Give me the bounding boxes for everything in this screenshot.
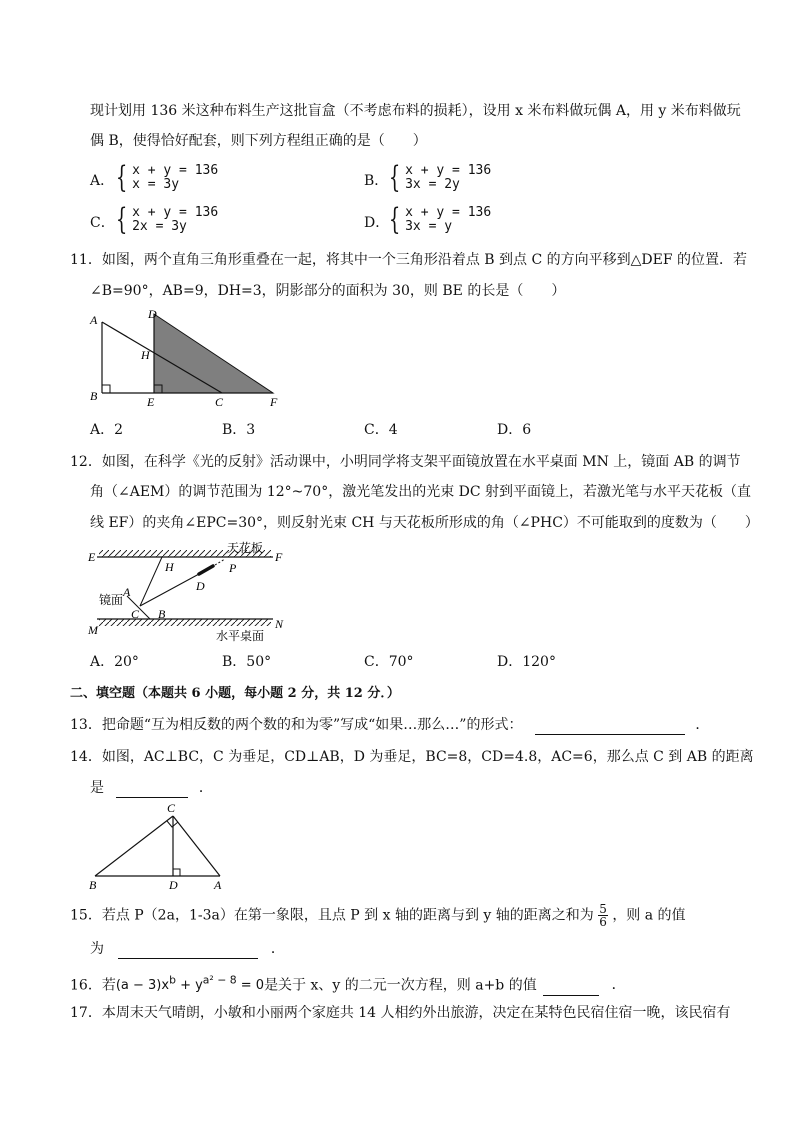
q12-text-line1: 12．如图，在科学《光的反射》活动课中，小明同学将支架平面镜放置在水平桌面 MN 上，镜面 AB 的调节 [70,454,741,470]
q12-label-h: H [165,560,174,574]
q10-option-d-eq1: x + y = 136 [405,205,492,220]
q11-label-c: C [215,395,224,409]
q16-equation [115,974,265,994]
q14-text-line1: 14．如图，AC⊥BC，C 为垂足，CD⊥AB，D 为垂足，BC=8，CD=4.8，AC=6，那么点 C 到 AB 的距离 [70,749,754,765]
q11-shaded-region [154,314,273,393]
q14-answer-blank[interactable] [116,783,188,798]
q17-text: 17．本周末天气晴朗，小敏和小丽两个家庭共 14 人相约外出旅游，决定在某特色民宿住宿一晚，该民宿有 [70,1005,731,1021]
q10-option-d-system: { x + y = 136 3x = y [388,202,492,237]
q10-option-b-system: { x + y = 136 3x = 2y [388,160,492,195]
q14-label-d: D [169,878,178,892]
q12-label-m: M [88,623,98,637]
q16-suffix: 是关于 x、y 的二元一次方程，则 a+b 的值 [264,977,537,994]
q10-option-b-eq1: x + y = 136 [405,163,492,178]
q12-label-p: P [229,561,237,575]
q11-label-b: B [90,389,98,403]
section-fill-in-title: 二、填空题（本题共 6 小题，每小题 2 分，共 12 分．） [70,686,400,701]
q11-label-e: E [147,395,155,409]
q14-label-b: B [89,878,97,892]
q10-option-c-system: { x + y = 136 2x = 3y [115,202,219,237]
q11-label-f: F [270,395,278,409]
q10-option-a-eq2: x = 3y [132,177,180,192]
q10-option-b-label: B． [364,173,389,189]
q12-option-a: A．20° [90,654,139,670]
q11-figure [85,306,285,410]
q12-label-n: N [275,617,284,631]
q15-fraction-denominator: 6 [599,915,607,929]
q12-label-ceiling: 天花板 [227,541,264,555]
q11-text-line2: ∠B=90°，AB=9，DH=3，阴影部分的面积为 30，则 BE 的长是（ ） [90,283,566,299]
q11-option-d: D．6 [497,422,532,438]
q10-option-d-eq2: 3x = y [405,219,453,234]
q12-label-a: A [123,585,131,599]
q12-text-line2: 角（∠AEM）的调节范围为 12°~70°，激光笔发出的光束 DC 射到平面镜上，若激光笔与水平天花板（直 [90,484,752,500]
q12-option-c: C．70° [364,654,414,670]
q14-text-line2 [90,778,213,798]
q16-prefix: 16．若 [70,977,116,994]
q12-option-b: B．50° [222,654,272,670]
q14-figure [85,800,235,892]
q11-text-line1: 11．如图，两个直角三角形重叠在一起，将其中一个三角形沿着点 B 到点 C 的方向平移到△DEF 的位置．若 [70,252,747,268]
q16-exponent-b: b [169,974,176,987]
q12-label-c: C [131,607,140,621]
q13-prompt: 13．把命题“互为相反数的两个数的和为零”写成“如果…那么…”的形式： [70,717,523,733]
q10-option-c-eq1: x + y = 136 [132,205,219,220]
q15-line1-text: 15．若点 P（2a，1-3a）在第一象限，且点 P 到 x 轴的距离与到 y 轴的距离之和为 [70,907,594,924]
q15-text-line2 [90,939,285,959]
q11-label-h: H [141,348,150,362]
q12-label-f: F [275,550,283,564]
q14-label-a: A [214,878,222,892]
q16-equation-part2: + y [175,978,203,994]
q14-end-mark: ． [198,780,213,796]
q12-option-d: D．120° [497,654,556,670]
q10-text-line2: 偶 B，使得恰好配套，则下列方程组正确的是（ ） [90,133,427,149]
q12-label-e: E [88,550,96,564]
q16-answer-blank[interactable] [543,981,599,996]
q10-option-c-eq2: 2x = 3y [132,219,187,234]
q15-fraction [598,903,608,928]
q10-option-c-label: C． [90,215,115,231]
q13-end-mark: ． [695,717,710,733]
q12-desk-hatch [99,619,271,626]
q10-option-d-label: D． [364,215,390,231]
q12-figure [85,538,295,644]
q12-label-d: D [196,579,205,593]
q10-option-a-eq1: x + y = 136 [132,163,219,178]
q15-answer-blank[interactable] [118,944,258,959]
q14-line2-prefix: 是 [90,780,104,796]
q11-label-d: D [148,307,157,321]
q12-label-desk: 水平桌面 [216,629,265,643]
q13-answer-blank[interactable] [535,720,685,735]
q16-equation-part3: = 0 [236,978,265,994]
q16-text [70,971,626,996]
q12-label-b: B [158,607,166,621]
q15-text-line1 [70,903,686,928]
q15-line2-prefix: 为 [90,941,104,957]
q12-label-mirror: 镜面 [99,593,124,607]
q13-text [70,715,709,735]
q15-fraction-numerator: 5 [599,902,607,916]
q11-option-c: C．4 [364,422,398,438]
q14-label-c: C [167,801,176,815]
q15-line1-end: ，则 a 的值 [612,907,686,924]
q12-laser-pen [199,566,213,574]
q12-text-line3: 线 EF）的夹角∠EPC=30°，则反射光束 CH 与天花板所形成的角（∠PHC）不可能取到的度数为（ ） [90,515,759,531]
q10-option-a-label: A． [90,173,115,189]
q10-option-b-eq2: 3x = 2y [405,177,460,192]
q11-label-a: A [90,313,98,327]
q16-equation-part1: (a − 3)x [115,978,170,994]
q16-exponent-a: a² − 8 [202,974,237,987]
q11-option-a: A．2 [90,422,124,438]
q10-option-a-system: { x + y = 136 x = 3y [115,160,219,195]
q10-text-line1: 现计划用 136 米这种布料生产这批盲盒（不考虑布料的损耗），设用 x 米布料做玩偶 A，用 y 米布料做玩 [90,103,741,119]
q11-option-b: B．3 [222,422,256,438]
q15-end-mark: ． [270,941,285,957]
q16-end-mark: ． [611,977,626,994]
